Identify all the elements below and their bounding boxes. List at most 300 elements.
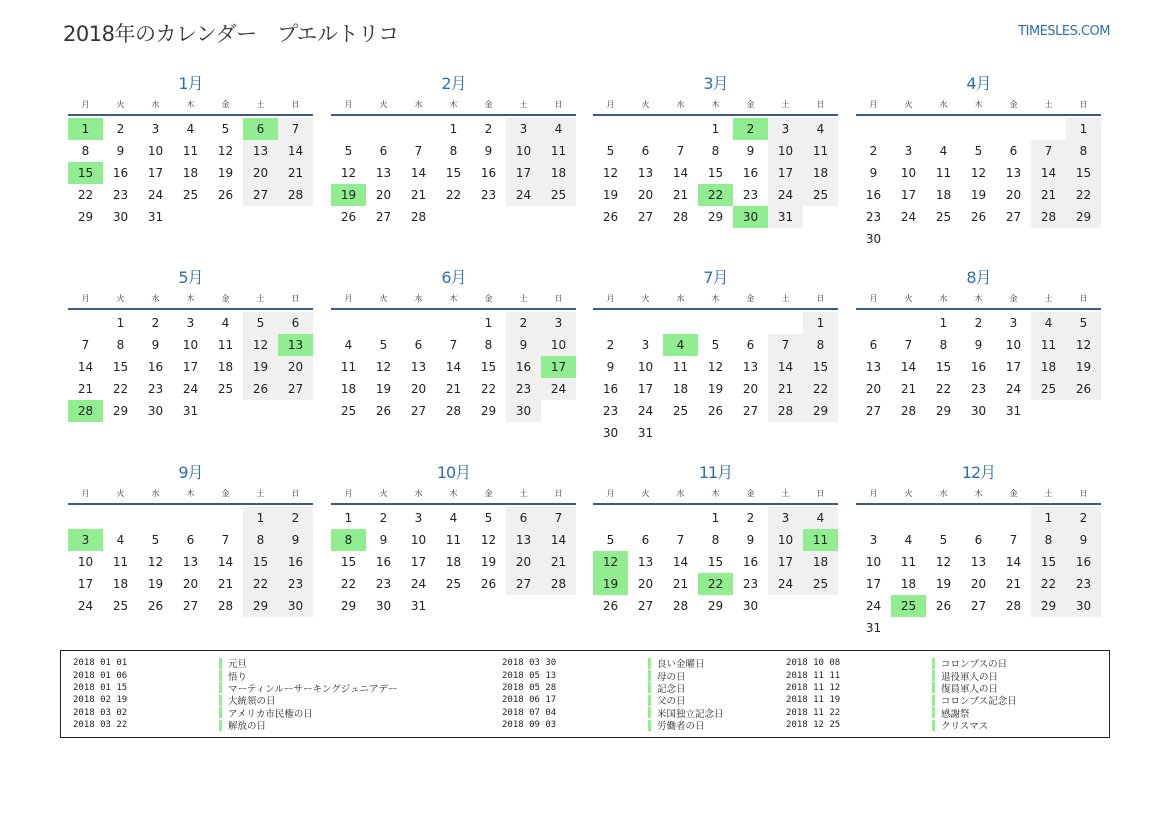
weekday-header	[68, 487, 313, 505]
day-cell: 25	[1031, 378, 1066, 400]
day-cell: 13	[865, 360, 882, 374]
holiday-marker	[648, 695, 651, 706]
day-cell: 29	[1066, 206, 1101, 228]
day-cell: 10	[182, 338, 199, 352]
day-cell: 11	[182, 144, 199, 158]
month-name: 11月	[698, 463, 733, 482]
day-cell: 1	[344, 511, 353, 525]
day-cell: 20	[970, 577, 987, 591]
day-cell: 22	[803, 378, 838, 400]
day-cell: 15	[112, 360, 129, 374]
day-cell: 28	[541, 573, 576, 595]
day-cell: 4	[904, 533, 913, 547]
holiday-date: 2018 07 04	[502, 707, 557, 718]
weekday-label: 火	[641, 100, 650, 109]
day-grid	[856, 507, 1101, 639]
day-cell: 1	[1031, 507, 1066, 529]
day-cell: 20	[182, 577, 199, 591]
day-cell: 17	[506, 162, 541, 184]
holiday-row	[774, 682, 1017, 694]
day-cell: 12	[243, 334, 278, 356]
weekday-label: 火	[641, 489, 650, 498]
day-cell: 30	[602, 426, 619, 440]
holiday-date: 2018 11 11	[786, 670, 841, 681]
day-cell: 18	[217, 360, 234, 374]
day-cell: 26	[340, 210, 357, 224]
day-cell: 24	[182, 382, 199, 396]
day-cell: 19	[1066, 356, 1101, 378]
day-cell: 28	[672, 210, 689, 224]
day-cell: 6	[379, 144, 388, 158]
empty-cell	[593, 507, 628, 529]
month-name: 9月	[178, 463, 203, 482]
empty-cell	[401, 312, 436, 334]
holiday-date: 2018 05 28	[502, 682, 557, 693]
day-cell: 28	[672, 599, 689, 613]
day-cell: 17	[147, 166, 164, 180]
month-name: 6月	[441, 268, 466, 287]
day-cell: 29	[707, 599, 724, 613]
day-cell: 4	[1031, 312, 1066, 334]
day-cell: 13	[506, 529, 541, 551]
weekday-label: 土	[1044, 489, 1053, 498]
day-cell: 21	[445, 382, 462, 396]
day-cell: 29	[707, 210, 724, 224]
day-cell: 5	[379, 338, 388, 352]
month-name: 3月	[703, 74, 728, 93]
day-cell: 15	[707, 166, 724, 180]
day-cell: 27	[637, 599, 654, 613]
holiday-day-cell: 13	[278, 334, 313, 356]
weekday-header	[68, 292, 313, 310]
weekday-label: 日	[1079, 100, 1088, 109]
holiday-row	[61, 719, 398, 731]
day-cell: 17	[182, 360, 199, 374]
day-cell: 20	[506, 551, 541, 573]
holiday-date: 2018 11 19	[786, 695, 841, 706]
empty-cell	[366, 118, 401, 140]
empty-cell	[856, 507, 891, 529]
day-cell: 14	[541, 529, 576, 551]
month-10	[331, 463, 576, 617]
day-cell: 20	[865, 382, 882, 396]
day-cell: 30	[147, 404, 164, 418]
day-cell: 10	[541, 334, 576, 356]
day-cell: 1	[243, 507, 278, 529]
day-cell: 11	[340, 360, 357, 374]
weekday-label: 日	[554, 489, 563, 498]
day-cell: 27	[865, 404, 882, 418]
day-cell: 4	[541, 118, 576, 140]
day-cell: 25	[803, 184, 838, 206]
day-cell: 23	[742, 188, 759, 202]
holiday-marker	[932, 682, 935, 693]
day-cell: 22	[112, 382, 129, 396]
day-cell: 8	[449, 144, 458, 158]
day-cell: 30	[375, 599, 392, 613]
holiday-marker	[932, 707, 935, 718]
day-cell: 16	[865, 188, 882, 202]
day-cell: 16	[970, 360, 987, 374]
weekday-label: 木	[186, 294, 195, 303]
weekday-label: 月	[81, 294, 90, 303]
weekday-label: 月	[606, 294, 615, 303]
day-cell: 10	[77, 555, 94, 569]
weekday-label: 火	[116, 100, 125, 109]
day-cell: 5	[711, 338, 720, 352]
day-cell: 7	[904, 338, 913, 352]
holiday-marker	[219, 707, 222, 718]
day-cell: 31	[637, 426, 654, 440]
day-cell: 9	[116, 144, 125, 158]
day-cell: 22	[77, 188, 94, 202]
weekday-label: 金	[746, 489, 755, 498]
weekday-label: 木	[974, 100, 983, 109]
day-cell: 19	[243, 356, 278, 378]
month-name: 8月	[966, 268, 991, 287]
empty-cell	[628, 312, 663, 334]
day-cell: 14	[445, 360, 462, 374]
day-cell: 23	[147, 382, 164, 396]
day-cell: 10	[1005, 338, 1022, 352]
day-cell: 16	[742, 555, 759, 569]
day-cell: 13	[742, 360, 759, 374]
weekday-label: 木	[974, 294, 983, 303]
day-cell: 9	[278, 529, 313, 551]
month-7	[593, 268, 838, 444]
day-cell: 20	[375, 188, 392, 202]
day-cell: 8	[711, 533, 720, 547]
holiday-row	[774, 694, 1017, 706]
day-cell: 26	[480, 577, 497, 591]
day-cell: 27	[278, 378, 313, 400]
holiday-name: 感謝祭	[941, 708, 970, 720]
day-cell: 5	[939, 533, 948, 547]
day-cell: 16	[147, 360, 164, 374]
month-1	[68, 74, 313, 228]
weekday-label: 日	[816, 489, 825, 498]
holiday-day-cell: 8	[331, 529, 366, 551]
day-cell: 19	[707, 382, 724, 396]
day-cell: 10	[506, 140, 541, 162]
day-cell: 6	[974, 533, 983, 547]
day-cell: 8	[243, 529, 278, 551]
weekday-label: 日	[291, 100, 300, 109]
day-cell: 15	[340, 555, 357, 569]
day-cell: 5	[606, 144, 615, 158]
day-cell: 8	[81, 144, 90, 158]
day-cell: 8	[803, 334, 838, 356]
holiday-marker	[219, 695, 222, 706]
day-cell: 21	[541, 551, 576, 573]
weekday-label: 日	[291, 294, 300, 303]
day-cell: 5	[484, 511, 493, 525]
holiday-day-cell: 3	[68, 529, 103, 551]
day-cell: 23	[1066, 573, 1101, 595]
day-cell: 3	[768, 118, 803, 140]
month-9	[68, 463, 313, 617]
day-cell: 22	[445, 188, 462, 202]
day-cell: 18	[182, 166, 199, 180]
empty-cell	[891, 312, 926, 334]
day-cell: 11	[112, 555, 129, 569]
day-cell: 2	[484, 122, 493, 136]
day-cell: 8	[1031, 529, 1066, 551]
weekday-label: 木	[449, 100, 458, 109]
day-cell: 4	[939, 144, 948, 158]
day-cell: 15	[480, 360, 497, 374]
day-cell: 28	[278, 184, 313, 206]
day-cell: 8	[1066, 140, 1101, 162]
day-cell: 16	[1066, 551, 1101, 573]
weekday-label: 金	[221, 294, 230, 303]
day-cell: 17	[768, 162, 803, 184]
page-title: 2018年のカレンダー プエルトリコ	[63, 22, 399, 46]
holiday-name: 良い金曜日	[657, 659, 705, 671]
day-cell: 30	[970, 404, 987, 418]
day-cell: 20	[742, 382, 759, 396]
day-cell: 22	[935, 382, 952, 396]
weekday-label: 木	[711, 489, 720, 498]
day-cell: 23	[112, 188, 129, 202]
weekday-label: 日	[816, 294, 825, 303]
empty-cell	[733, 312, 768, 334]
day-cell: 24	[147, 188, 164, 202]
holiday-row	[61, 657, 398, 669]
day-cell: 7	[449, 338, 458, 352]
weekday-label: 金	[1009, 100, 1018, 109]
day-cell: 18	[672, 382, 689, 396]
weekday-label: 火	[379, 294, 388, 303]
weekday-label: 金	[484, 489, 493, 498]
holiday-date: 2018 06 17	[502, 695, 557, 706]
weekday-label: 金	[746, 100, 755, 109]
weekday-label: 火	[904, 489, 913, 498]
day-cell: 28	[768, 400, 803, 422]
holiday-day-cell: 6	[243, 118, 278, 140]
month-2	[331, 74, 576, 228]
weekday-label: 日	[816, 100, 825, 109]
weekday-label: 月	[344, 100, 353, 109]
empty-cell	[331, 312, 366, 334]
holiday-marker	[219, 658, 222, 669]
holiday-marker	[219, 720, 222, 731]
day-cell: 14	[1031, 162, 1066, 184]
weekday-label: 金	[1009, 294, 1018, 303]
holiday-day-cell: 15	[68, 162, 103, 184]
day-cell: 18	[803, 551, 838, 573]
day-cell: 3	[506, 118, 541, 140]
day-cell: 27	[1005, 210, 1022, 224]
weekday-label: 木	[186, 489, 195, 498]
holiday-row	[490, 707, 724, 719]
day-cell: 9	[1066, 529, 1101, 551]
weekday-label: 水	[939, 489, 948, 498]
holiday-date: 2018 11 22	[786, 707, 841, 718]
day-cell: 4	[221, 316, 230, 330]
month-4	[856, 74, 1101, 250]
day-cell: 6	[186, 533, 195, 547]
day-grid	[68, 118, 313, 228]
day-cell: 7	[1031, 140, 1066, 162]
month-name: 4月	[966, 74, 991, 93]
empty-cell	[663, 118, 698, 140]
day-cell: 13	[410, 360, 427, 374]
empty-cell	[1031, 118, 1066, 140]
day-cell: 26	[935, 599, 952, 613]
day-cell: 29	[803, 400, 838, 422]
holiday-name: アメリカ市民権の日	[228, 708, 313, 720]
day-cell: 25	[182, 188, 199, 202]
holiday-row	[774, 657, 1017, 669]
day-cell: 19	[970, 188, 987, 202]
day-cell: 17	[77, 577, 94, 591]
day-cell: 15	[243, 551, 278, 573]
day-cell: 10	[768, 529, 803, 551]
day-cell: 17	[768, 551, 803, 573]
weekday-label: 月	[869, 100, 878, 109]
holiday-row	[774, 719, 1017, 731]
month-12	[856, 463, 1101, 639]
day-cell: 11	[1031, 334, 1066, 356]
weekday-label: 土	[519, 100, 528, 109]
empty-cell	[68, 312, 103, 334]
day-cell: 26	[970, 210, 987, 224]
holiday-date: 2018 10 08	[786, 658, 841, 669]
day-cell: 1	[711, 511, 720, 525]
day-cell: 2	[606, 338, 615, 352]
holiday-column	[61, 657, 398, 731]
weekday-label: 金	[221, 100, 230, 109]
brand-link[interactable]: TIMESLES.COM	[1018, 24, 1110, 39]
day-cell: 13	[182, 555, 199, 569]
day-cell: 12	[707, 360, 724, 374]
weekday-label: 火	[904, 294, 913, 303]
day-cell: 9	[869, 166, 878, 180]
holiday-name: 記念日	[657, 683, 686, 695]
holiday-marker	[648, 658, 651, 669]
day-cell: 28	[217, 599, 234, 613]
day-cell: 5	[221, 122, 230, 136]
holiday-date: 2018 11 12	[786, 682, 841, 693]
day-cell: 29	[77, 210, 94, 224]
holiday-marker	[932, 670, 935, 681]
weekday-label: 月	[869, 489, 878, 498]
day-cell: 4	[803, 118, 838, 140]
day-cell: 23	[278, 573, 313, 595]
holiday-name: クリスマス	[941, 721, 989, 733]
day-grid	[856, 118, 1101, 250]
day-cell: 7	[81, 338, 90, 352]
day-cell: 7	[1009, 533, 1018, 547]
day-cell: 23	[742, 577, 759, 591]
day-cell: 13	[637, 166, 654, 180]
empty-cell	[593, 118, 628, 140]
holiday-date: 2018 03 02	[73, 707, 128, 718]
day-cell: 17	[865, 577, 882, 591]
day-cell: 31	[147, 210, 164, 224]
day-cell: 9	[746, 144, 755, 158]
day-cell: 9	[506, 334, 541, 356]
day-cell: 29	[1031, 595, 1066, 617]
holiday-marker	[932, 695, 935, 706]
day-cell: 16	[112, 166, 129, 180]
holiday-name: 母の日	[657, 671, 686, 683]
holiday-name: 解放の日	[228, 721, 267, 733]
weekday-label: 木	[711, 100, 720, 109]
day-cell: 23	[375, 577, 392, 591]
weekday-label: 月	[344, 294, 353, 303]
holiday-date: 2018 12 25	[786, 720, 841, 731]
weekday-label: 水	[414, 100, 423, 109]
day-cell: 24	[506, 184, 541, 206]
day-cell: 25	[541, 184, 576, 206]
day-cell: 3	[186, 316, 195, 330]
holiday-day-cell: 4	[663, 334, 698, 356]
weekday-header	[856, 98, 1101, 116]
day-cell: 22	[1066, 184, 1101, 206]
day-cell: 28	[1031, 206, 1066, 228]
day-cell: 21	[410, 188, 427, 202]
weekday-label: 月	[81, 100, 90, 109]
day-cell: 9	[151, 338, 160, 352]
day-cell: 15	[1066, 162, 1101, 184]
day-cell: 6	[641, 533, 650, 547]
month-name: 7月	[703, 268, 728, 287]
day-cell: 5	[974, 144, 983, 158]
day-cell: 26	[243, 378, 278, 400]
holiday-date: 2018 02 19	[73, 695, 128, 706]
day-cell: 14	[672, 555, 689, 569]
day-cell: 13	[375, 166, 392, 180]
day-cell: 24	[900, 210, 917, 224]
month-name: 5月	[178, 268, 203, 287]
day-cell: 5	[344, 144, 353, 158]
holiday-row	[774, 669, 1017, 681]
weekday-label: 月	[869, 294, 878, 303]
weekday-header	[331, 98, 576, 116]
weekday-label: 土	[781, 489, 790, 498]
day-cell: 7	[414, 144, 423, 158]
day-cell: 8	[939, 338, 948, 352]
holiday-name: 米国独立記念日	[657, 708, 724, 720]
day-cell: 21	[278, 162, 313, 184]
day-cell: 21	[1005, 577, 1022, 591]
day-cell: 10	[147, 144, 164, 158]
month-6	[331, 268, 576, 422]
day-cell: 19	[935, 577, 952, 591]
day-cell: 20	[637, 577, 654, 591]
day-cell: 7	[278, 118, 313, 140]
weekday-label: 金	[1009, 489, 1018, 498]
day-cell: 3	[904, 144, 913, 158]
weekday-label: 火	[904, 100, 913, 109]
day-cell: 28	[900, 404, 917, 418]
weekday-label: 水	[676, 100, 685, 109]
day-cell: 3	[151, 122, 160, 136]
day-cell: 6	[278, 312, 313, 334]
holiday-date: 2018 05 13	[502, 670, 557, 681]
day-cell: 17	[637, 382, 654, 396]
holiday-name: 労働者の日	[657, 721, 705, 733]
day-cell: 19	[375, 382, 392, 396]
holiday-name: 退役軍人の日	[941, 671, 999, 683]
day-cell: 23	[602, 404, 619, 418]
day-cell: 21	[77, 382, 94, 396]
holiday-marker	[932, 720, 935, 731]
day-cell: 13	[243, 140, 278, 162]
weekday-label: 金	[484, 294, 493, 303]
